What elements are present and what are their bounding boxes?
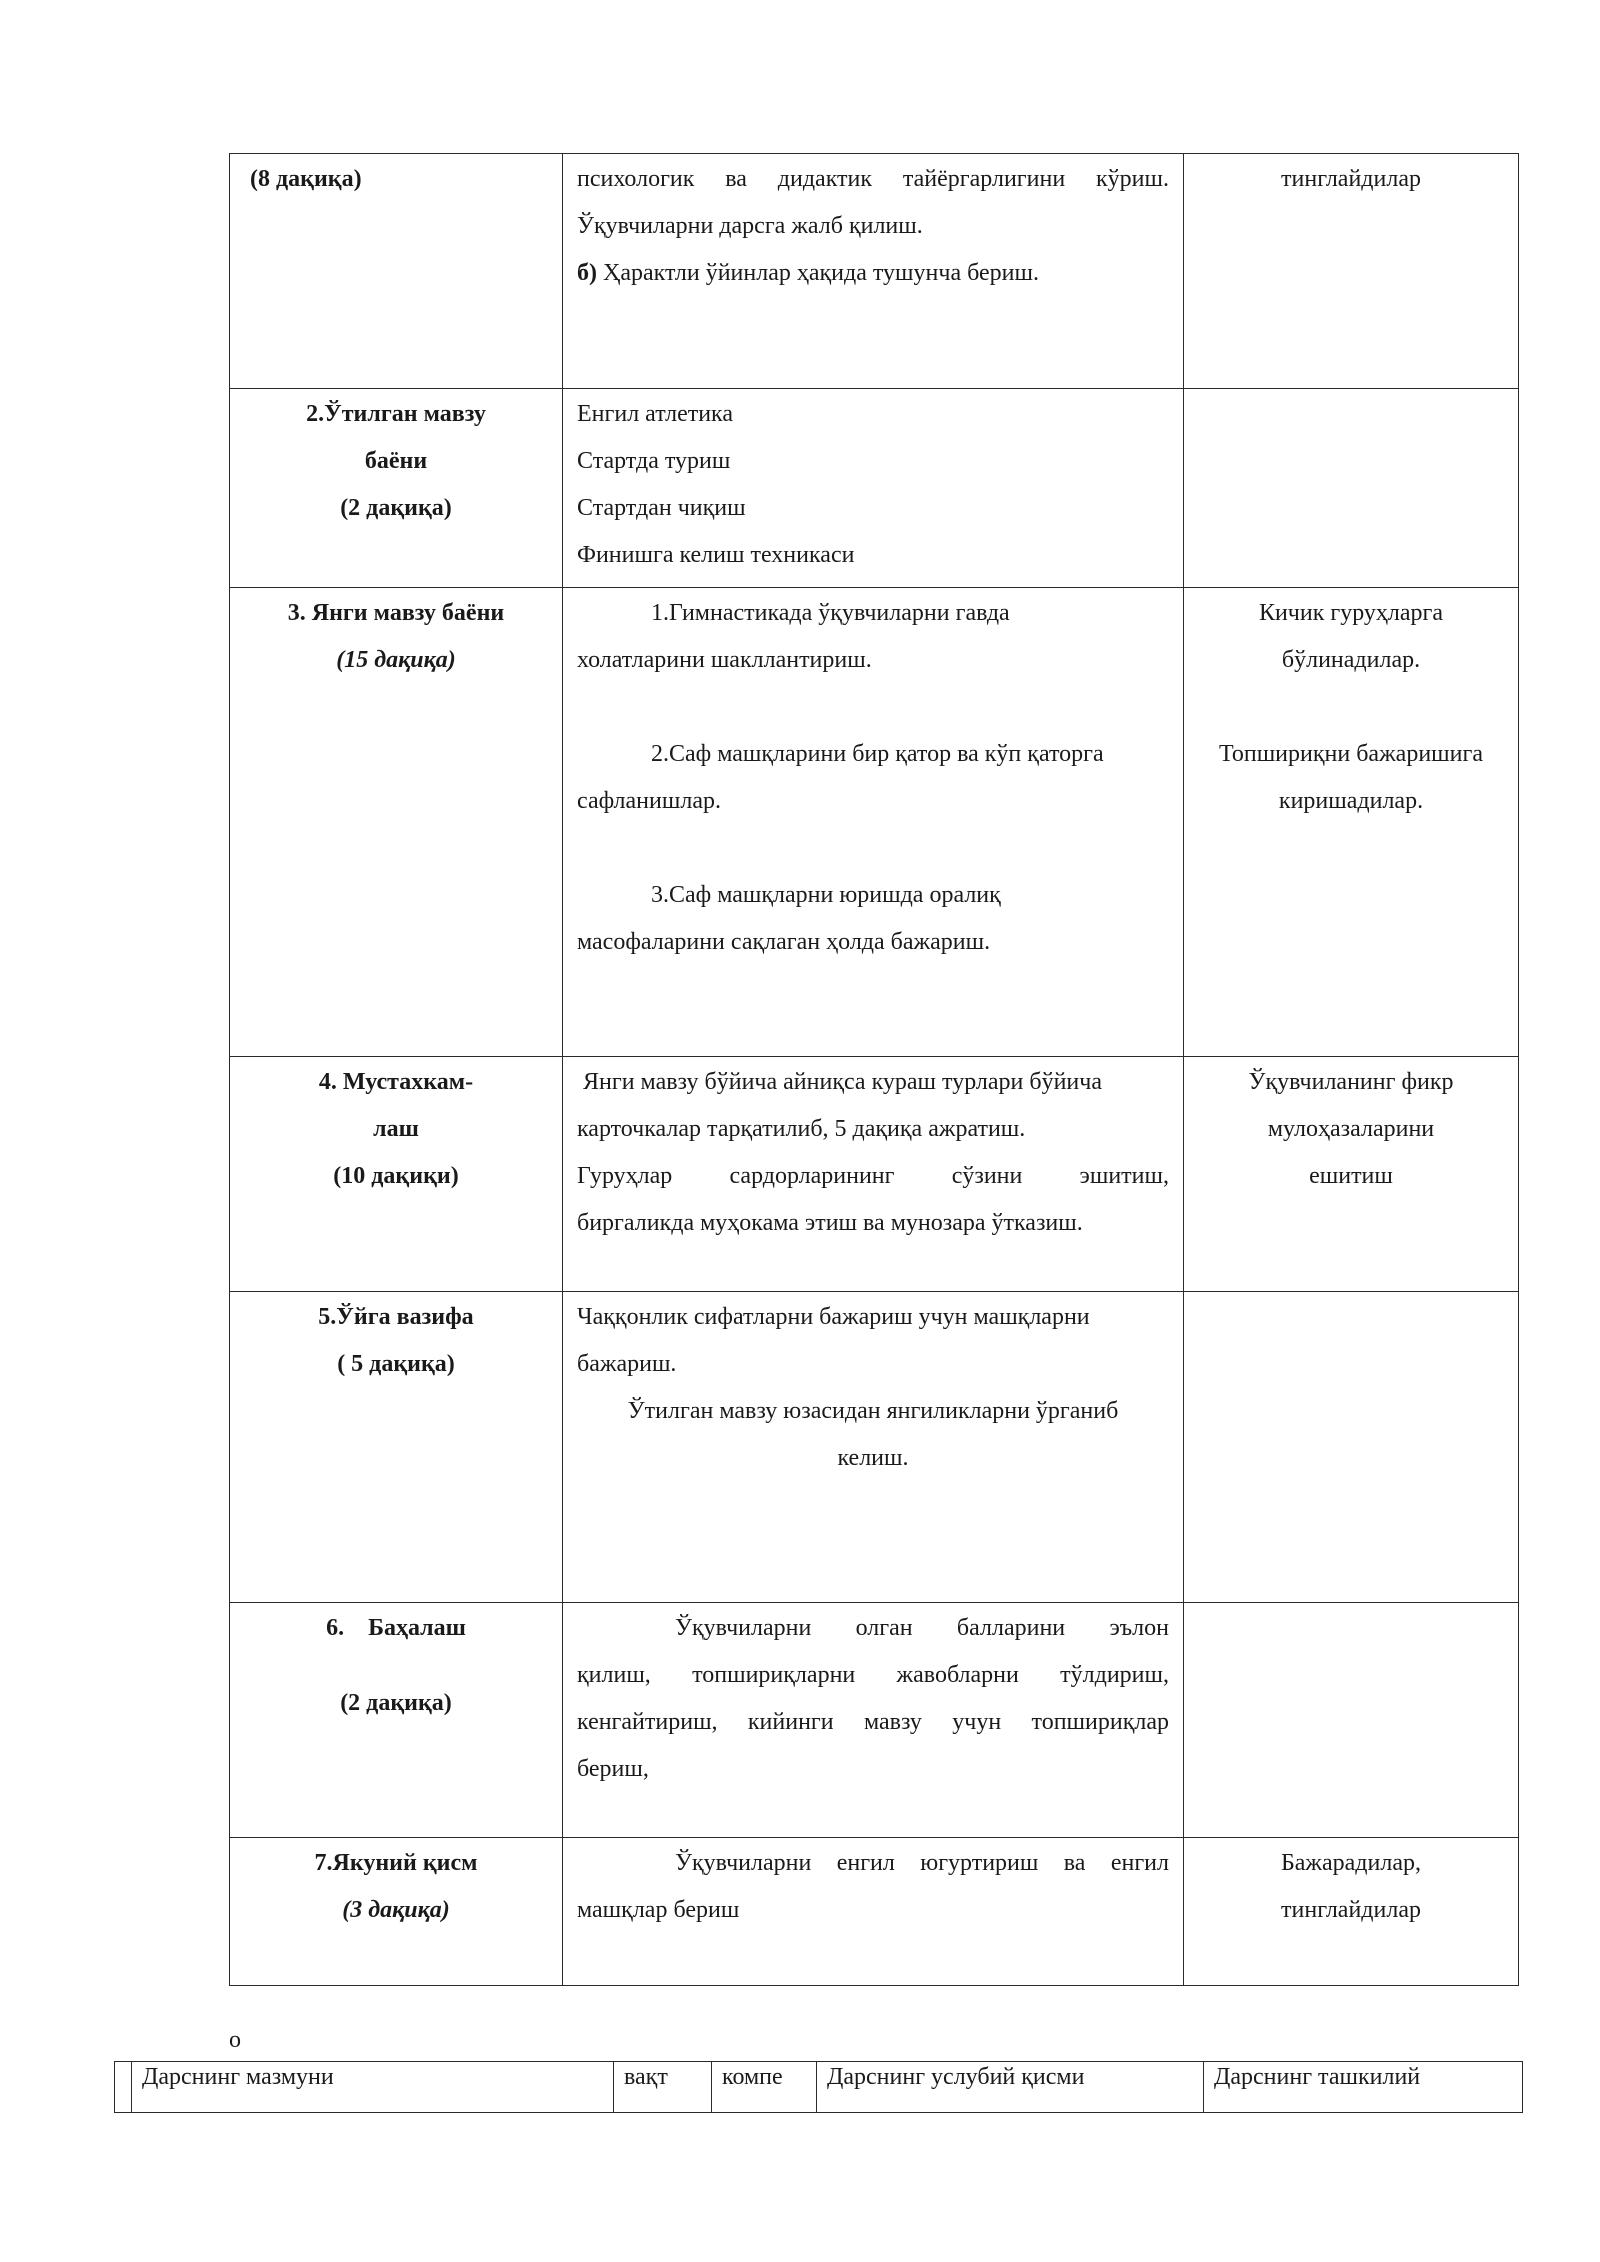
- content-line: холатларини шакллантириш.: [577, 647, 872, 673]
- activity-cell: [1184, 1057, 1519, 1292]
- header-cell-content: Дарснинг мазмуни: [132, 2062, 614, 2113]
- table-row: [230, 1838, 1519, 1986]
- header-cell-method: Дарснинг услубий қисми: [817, 2062, 1204, 2113]
- activity-line: бўлинадилар.: [1281, 647, 1421, 673]
- content-line: 2.Саф машқларини бир қатор ва кўп қаторга: [651, 741, 1104, 767]
- activity-line: Кичик гуруҳларга: [1258, 600, 1444, 626]
- table-row: [230, 389, 1519, 588]
- header-cell-blank: [115, 2062, 132, 2113]
- stage-cell: [230, 588, 563, 1057]
- table-row: [230, 154, 1519, 389]
- stage-text: 4. Мустахкам-: [318, 1069, 474, 1095]
- content-line: келиш.: [837, 1445, 909, 1471]
- content-line: масофаларини сақлаган ҳолда бажариш.: [577, 929, 991, 955]
- stage-text: 5.Ўйга вазифа: [318, 1304, 474, 1330]
- content-line: биргаликда муҳокама этиш ва мунозара ўтказиш.: [577, 1210, 1083, 1236]
- stage-cell: [230, 389, 563, 588]
- stage-time: (15 дақиқа): [336, 647, 456, 673]
- stage-time: (2 дақиқа): [340, 1690, 452, 1716]
- content-line: кенгайтириш, кийинги мавзу учун топшириқлар: [577, 1709, 1169, 1735]
- activity-line: ешитиш: [1309, 1163, 1393, 1189]
- stage-cell: [230, 1057, 563, 1292]
- content-line: карточкалар тарқатилиб, 5 дақиқа ажратиш.: [577, 1116, 1026, 1142]
- activity-line: тинглайдилар: [1281, 1897, 1421, 1923]
- table-row: [230, 1603, 1519, 1838]
- stage-time: ( 5 дақиқа): [337, 1351, 455, 1377]
- content-line: Ўқувчиларни дарсга жалб қилиш.: [577, 213, 923, 239]
- activity-cell: [1184, 1603, 1519, 1838]
- activity-cell: [1184, 1838, 1519, 1986]
- content-cell: [563, 1057, 1184, 1292]
- activity-line: мулоҳазаларини: [1267, 1116, 1435, 1142]
- activity-line: Ўқувчиланинг фикр: [1248, 1069, 1454, 1095]
- content-line: Финишга келиш техникаси: [577, 542, 855, 568]
- stage-text: баёни: [364, 448, 428, 474]
- content-cell: [563, 1292, 1184, 1603]
- content-line: қилиш, топшириқларни жавобларни тўлдириш,: [577, 1662, 1169, 1688]
- header-row: [115, 2062, 1523, 2113]
- stray-character: о: [229, 2027, 241, 2053]
- content-line: Ўқувчиларни олган балларини эълон: [675, 1615, 1169, 1641]
- content-cell: [563, 154, 1184, 389]
- content-line: Стартда туриш: [577, 448, 731, 474]
- table-row: [230, 588, 1519, 1057]
- activity-cell: [1184, 588, 1519, 1057]
- content-cell: [563, 1603, 1184, 1838]
- content-line: бериш,: [577, 1756, 649, 1782]
- content-line: Стартдан чиқиш: [577, 495, 746, 521]
- activity-cell: [1184, 154, 1519, 389]
- stage-cell: [230, 1292, 563, 1603]
- content-cell: [563, 588, 1184, 1057]
- content-line: [577, 250, 1169, 297]
- activity-line: Топшириқни бажаришига: [1219, 741, 1483, 767]
- content-cell: [563, 1838, 1184, 1986]
- header-cell-time: вақт: [614, 2062, 712, 2113]
- content-line: 3.Саф машқларни юришда оралиқ: [651, 882, 1001, 908]
- content-line: машқлар бериш: [577, 1897, 740, 1923]
- content-line: Чаққонлик сифатларни бажариш учун машқларни: [577, 1304, 1090, 1330]
- next-table-header: [114, 2061, 1523, 2113]
- stage-time: (3 дақиқа): [342, 1897, 450, 1923]
- activity-line: киришадилар.: [1278, 788, 1424, 814]
- stage-text: 2.Ўтилган мавзу: [306, 401, 486, 427]
- content-cell: [563, 389, 1184, 588]
- content-line: Янги мавзу бўйича айниқса кураш турлари бўйича: [577, 1069, 1102, 1095]
- content-label: б): [577, 260, 597, 286]
- header-cell-organization: Дарснинг ташкилий: [1204, 2062, 1523, 2113]
- header-cell-competence: компе: [712, 2062, 817, 2113]
- activity-cell: [1184, 389, 1519, 588]
- content-line: Енгил атлетика: [577, 401, 733, 427]
- stage-text: 6. Баҳалаш: [326, 1615, 466, 1641]
- activity-line: тинглайдилар: [1281, 166, 1421, 192]
- content-line: сафланишлар.: [577, 788, 721, 814]
- activity-cell: [1184, 1292, 1519, 1603]
- content-line: бажариш.: [577, 1351, 677, 1377]
- stage-cell: [230, 154, 563, 389]
- stage-time: (10 дақиқи): [333, 1163, 459, 1189]
- table-row: [230, 1057, 1519, 1292]
- content-line: Ўқувчиларни енгил югуртириш ва енгил: [675, 1850, 1169, 1876]
- lesson-plan-table: [229, 153, 1519, 1986]
- content-line: 1.Гимнастикада ўқувчиларни гавда: [651, 600, 1010, 626]
- stage-cell: [230, 1838, 563, 1986]
- stage-cell: [230, 1603, 563, 1838]
- stage-text: 7.Якуний қисм: [314, 1850, 478, 1876]
- stage-text: (8 дақиқа): [250, 166, 362, 192]
- content-line: психологик ва дидактик тайёргарлигини кўриш.: [577, 166, 1169, 192]
- content-line: Ўтилган мавзу юзасидан янгиликларни ўрганиб: [627, 1398, 1119, 1424]
- content-text: Ҳарактли ўйинлар ҳақида тушунча бериш.: [597, 260, 1039, 286]
- stage-text: лаш: [373, 1116, 419, 1142]
- table-row: [230, 1292, 1519, 1603]
- activity-line: Бажарадилар,: [1280, 1850, 1421, 1876]
- content-line: Гуруҳлар сардорларининг сўзини эшитиш,: [577, 1163, 1169, 1189]
- stage-text: 3. Янги мавзу баёни: [287, 600, 505, 626]
- stage-time: (2 дақиқа): [340, 495, 452, 521]
